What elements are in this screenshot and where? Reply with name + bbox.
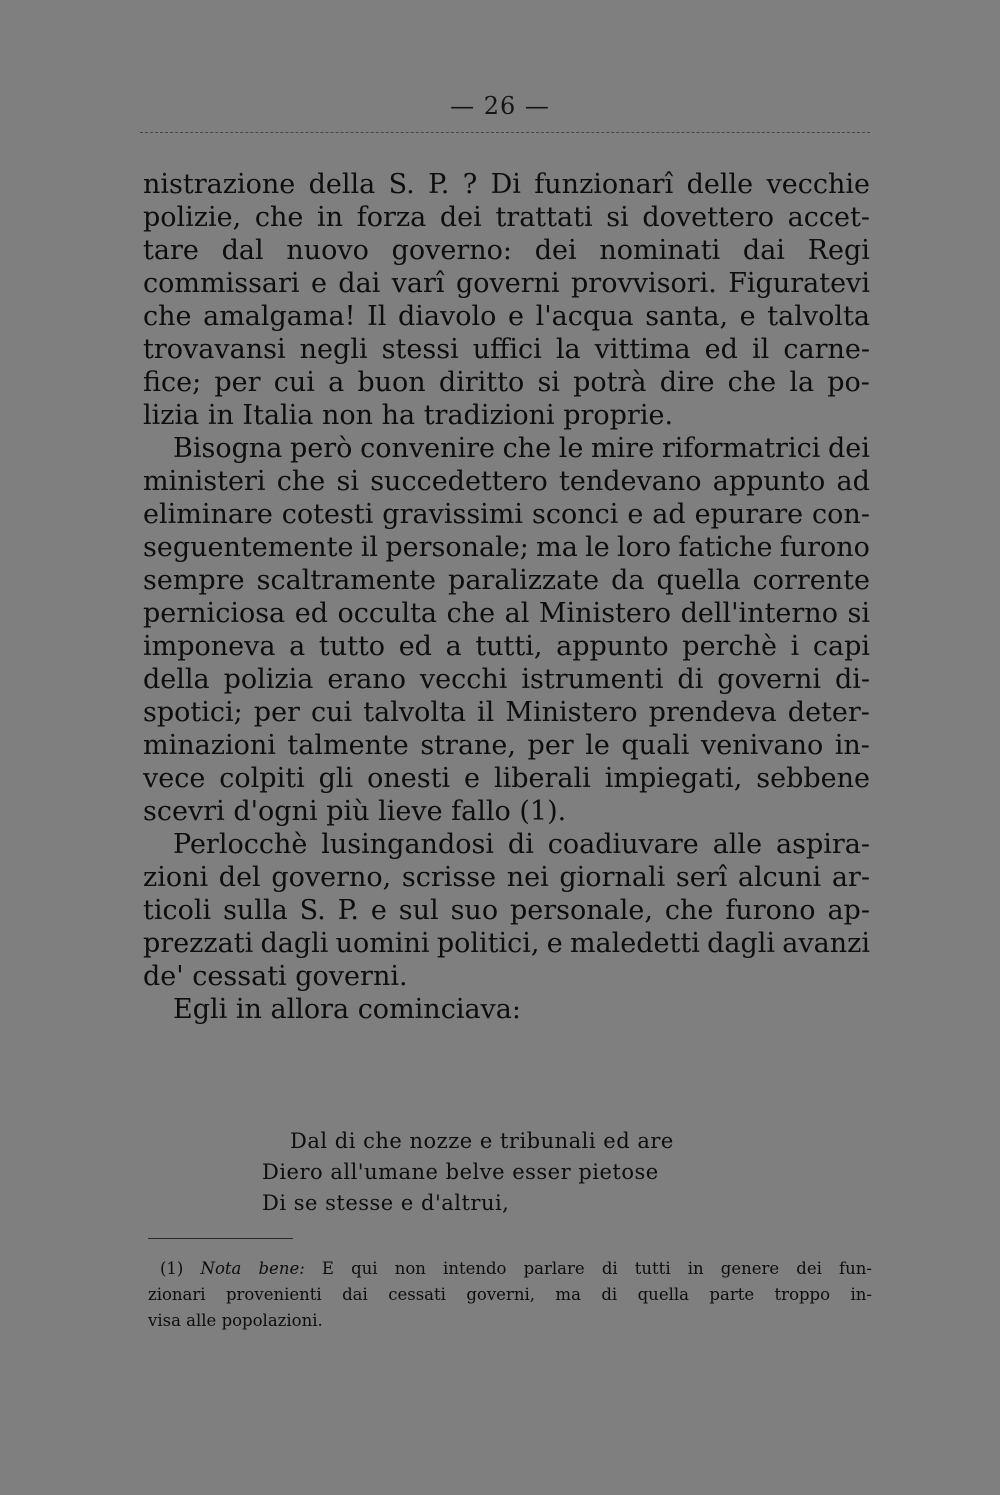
word: Bisogna bbox=[173, 433, 283, 464]
word: delle bbox=[686, 169, 754, 200]
word: alle bbox=[186, 1311, 222, 1330]
word: (1). bbox=[519, 796, 567, 827]
word: personale, bbox=[510, 895, 653, 926]
word: fatiche bbox=[678, 532, 773, 563]
word: ed bbox=[704, 334, 738, 365]
word: le bbox=[585, 532, 610, 563]
word: nei bbox=[506, 862, 549, 893]
word: nominati bbox=[599, 235, 721, 266]
word: vece bbox=[143, 763, 206, 794]
word: per bbox=[214, 367, 261, 398]
word: tradizioni bbox=[423, 400, 564, 431]
word: talvolta bbox=[363, 697, 466, 728]
word: ? bbox=[462, 169, 478, 200]
word: liberali bbox=[493, 763, 591, 794]
word: loro bbox=[617, 532, 672, 563]
word: la bbox=[555, 334, 581, 365]
word: capi bbox=[812, 631, 870, 662]
word: tare bbox=[143, 235, 199, 266]
text-line bbox=[143, 597, 870, 630]
word: si bbox=[537, 367, 560, 398]
word: po- bbox=[827, 367, 870, 398]
word: dei bbox=[534, 235, 577, 266]
word: (1) bbox=[160, 1259, 184, 1278]
word: popolazioni. bbox=[221, 1311, 323, 1330]
word: Di bbox=[490, 169, 521, 200]
word: perchè bbox=[682, 631, 777, 662]
text-line bbox=[143, 333, 870, 366]
word: ministeri bbox=[143, 466, 266, 497]
header-rule bbox=[140, 132, 870, 133]
word: Regi bbox=[807, 235, 870, 266]
footnote-line bbox=[148, 1308, 872, 1334]
word: si bbox=[847, 598, 870, 629]
word: appunto bbox=[556, 631, 669, 662]
word: che bbox=[143, 301, 192, 332]
word: santa, bbox=[645, 301, 729, 332]
word: diritto bbox=[438, 367, 525, 398]
word: sebbene bbox=[756, 763, 870, 794]
word: quali bbox=[621, 730, 690, 761]
verse-line: Dal di che nozze e tribunali ed are bbox=[290, 1129, 674, 1153]
word: appunto bbox=[712, 466, 826, 497]
word: mire bbox=[591, 433, 655, 464]
word: dal bbox=[221, 235, 264, 266]
body-text bbox=[143, 168, 870, 1026]
word: sconci bbox=[531, 499, 619, 530]
word: della bbox=[143, 664, 210, 695]
word: ar- bbox=[831, 862, 870, 893]
paragraph-start-line bbox=[143, 432, 870, 465]
word: e bbox=[370, 895, 387, 926]
word: potrà bbox=[573, 367, 647, 398]
word: paralizzate bbox=[448, 565, 600, 596]
verse-line: Di se stesse e d'altrui, bbox=[262, 1191, 510, 1215]
word: però bbox=[290, 433, 353, 464]
word: più bbox=[326, 796, 379, 827]
word: da bbox=[611, 565, 645, 596]
word: vittima bbox=[594, 334, 691, 365]
word: minazioni bbox=[143, 730, 276, 761]
text-line bbox=[143, 201, 870, 234]
word: in- bbox=[834, 730, 870, 761]
word: che bbox=[727, 367, 777, 398]
word: maledetti bbox=[569, 928, 700, 959]
word: giornali bbox=[559, 862, 666, 893]
word: nuovo bbox=[286, 235, 369, 266]
word: vecchie bbox=[766, 169, 870, 200]
word: si bbox=[336, 466, 359, 497]
word: polizia bbox=[223, 664, 314, 695]
footnote-line bbox=[148, 1256, 872, 1282]
word: lusingandosi bbox=[321, 829, 494, 860]
word: quella bbox=[637, 1285, 689, 1304]
word: che bbox=[254, 202, 304, 233]
word: la bbox=[789, 367, 815, 398]
word: in bbox=[207, 400, 243, 431]
word: a bbox=[289, 631, 306, 662]
word: ma bbox=[555, 1285, 581, 1304]
word: tutto bbox=[318, 631, 386, 662]
word: commissari bbox=[143, 268, 300, 299]
word: carne- bbox=[783, 334, 870, 365]
word: tutti bbox=[634, 1259, 671, 1278]
text-line bbox=[143, 927, 870, 960]
word: di- bbox=[834, 664, 870, 695]
word: scrisse bbox=[401, 862, 497, 893]
word: de' bbox=[143, 961, 193, 992]
word: dai bbox=[338, 268, 381, 299]
word: governi bbox=[717, 664, 821, 695]
word: sempre bbox=[143, 565, 245, 596]
word: provvisori. bbox=[571, 268, 717, 299]
word: spotici; bbox=[143, 697, 243, 728]
word: istrumenti bbox=[521, 664, 664, 695]
word: Ministero bbox=[538, 598, 672, 629]
word: cessati bbox=[192, 961, 296, 992]
word: dagli bbox=[707, 928, 776, 959]
text-line bbox=[143, 564, 870, 597]
word: dai bbox=[742, 235, 785, 266]
word: in bbox=[317, 202, 344, 233]
word: succedettero bbox=[370, 466, 548, 497]
word: tendevano bbox=[559, 466, 702, 497]
word: genere bbox=[720, 1259, 780, 1278]
word: Italia bbox=[242, 400, 322, 431]
word: occulta bbox=[337, 598, 438, 629]
paragraph-start-line bbox=[143, 993, 870, 1026]
word: S. bbox=[299, 895, 326, 926]
word: colpiti bbox=[219, 763, 305, 794]
word: dire bbox=[659, 367, 715, 398]
word: impiegati, bbox=[604, 763, 743, 794]
word: venivano bbox=[700, 730, 824, 761]
word: zioni bbox=[143, 862, 209, 893]
footnotes bbox=[148, 1256, 872, 1334]
word: il bbox=[360, 532, 379, 563]
word: funzionarî bbox=[534, 169, 674, 200]
word: e bbox=[546, 928, 563, 959]
word: talvolta bbox=[767, 301, 870, 332]
text-line bbox=[143, 465, 870, 498]
word: governi. bbox=[295, 961, 408, 992]
word: politici, bbox=[436, 928, 540, 959]
word: non bbox=[394, 1259, 426, 1278]
word: allora bbox=[270, 994, 358, 1025]
word: e bbox=[739, 301, 756, 332]
word: e bbox=[464, 763, 481, 794]
word: vecchi bbox=[419, 664, 508, 695]
footnote-line bbox=[148, 1282, 872, 1308]
word: in- bbox=[850, 1285, 872, 1304]
word: dei bbox=[796, 1259, 822, 1278]
word: onesti bbox=[367, 763, 451, 794]
word: sul bbox=[398, 895, 439, 926]
word: Ministero bbox=[505, 697, 638, 728]
word: gli bbox=[318, 763, 354, 794]
word: eliminare bbox=[143, 499, 273, 530]
word: provenienti bbox=[225, 1285, 322, 1304]
word: scaltramente bbox=[256, 565, 437, 596]
word: al bbox=[504, 598, 530, 629]
word: cui bbox=[273, 367, 315, 398]
word: per bbox=[527, 730, 574, 761]
word: della bbox=[308, 169, 376, 200]
word: il bbox=[752, 334, 770, 365]
word: scevri bbox=[143, 796, 234, 827]
word: non bbox=[322, 400, 382, 431]
verse-quotation bbox=[262, 1126, 762, 1219]
word: a bbox=[328, 367, 345, 398]
word: seguentemente bbox=[143, 532, 354, 563]
word: cessati bbox=[388, 1285, 446, 1304]
word: governi bbox=[455, 268, 560, 299]
word: qui bbox=[351, 1259, 378, 1278]
text-line bbox=[143, 795, 870, 828]
word: ed bbox=[294, 598, 328, 629]
word: perniciosa bbox=[143, 598, 286, 629]
text-line bbox=[143, 168, 870, 201]
word: alcuni bbox=[737, 862, 822, 893]
word: S. bbox=[388, 169, 415, 200]
word: Nota bbox=[200, 1259, 242, 1278]
word: dovettero bbox=[642, 202, 775, 233]
text-line bbox=[143, 762, 870, 795]
word: deter- bbox=[787, 697, 870, 728]
word: strane, bbox=[420, 730, 516, 761]
word: personale; bbox=[385, 532, 529, 563]
text-line bbox=[143, 531, 870, 564]
word: corrente bbox=[752, 565, 870, 596]
word: e bbox=[627, 499, 644, 530]
word: furono bbox=[779, 532, 870, 563]
verse-line: Diero all'umane belve esser pietose bbox=[262, 1160, 659, 1184]
word: fice; bbox=[143, 367, 202, 398]
word: E bbox=[321, 1259, 334, 1278]
word: ad bbox=[652, 499, 686, 530]
word: cotesti bbox=[281, 499, 374, 530]
word: quella bbox=[656, 565, 741, 596]
text-line bbox=[143, 696, 870, 729]
word: varî bbox=[391, 268, 445, 299]
word: dell'interno bbox=[680, 598, 838, 629]
word: dagli bbox=[260, 928, 329, 959]
word: amalgama! bbox=[203, 301, 356, 332]
text-line bbox=[143, 498, 870, 531]
word: gravissimi bbox=[382, 499, 524, 530]
word: trovavansi bbox=[143, 334, 286, 365]
word: di bbox=[601, 1285, 618, 1304]
word: diavolo bbox=[397, 301, 497, 332]
word: a bbox=[445, 631, 462, 662]
word: P. bbox=[337, 895, 359, 926]
word: e bbox=[507, 301, 524, 332]
word: accet- bbox=[787, 202, 870, 233]
word: convenire bbox=[360, 433, 495, 464]
word: ap- bbox=[827, 895, 870, 926]
word: fun- bbox=[839, 1259, 872, 1278]
word: di bbox=[507, 829, 534, 860]
text-line bbox=[143, 366, 870, 399]
word: proprie. bbox=[563, 400, 674, 431]
word: lieve bbox=[378, 796, 452, 827]
word: governi, bbox=[466, 1285, 535, 1304]
word: aspira- bbox=[775, 829, 870, 860]
word: Perlocchè bbox=[173, 829, 308, 860]
word: talmente bbox=[287, 730, 409, 761]
word: visa bbox=[148, 1311, 187, 1330]
word: stessi bbox=[381, 334, 459, 365]
word: che bbox=[446, 598, 496, 629]
text-line bbox=[143, 861, 870, 894]
word: governo, bbox=[271, 862, 392, 893]
text-line bbox=[143, 300, 870, 333]
word: ed bbox=[398, 631, 432, 662]
word: polizie, bbox=[143, 202, 242, 233]
word: uomini bbox=[335, 928, 430, 959]
word: ha bbox=[381, 400, 424, 431]
word: si bbox=[606, 202, 629, 233]
word: P. bbox=[428, 169, 450, 200]
word: erano bbox=[327, 664, 406, 695]
word: prendeva bbox=[648, 697, 777, 728]
footnote-rule bbox=[148, 1238, 293, 1239]
word: buon bbox=[357, 367, 426, 398]
word: il bbox=[477, 697, 495, 728]
word: del bbox=[218, 862, 261, 893]
word: zionari bbox=[148, 1285, 206, 1304]
word: fallo bbox=[451, 796, 520, 827]
word: in bbox=[687, 1259, 704, 1278]
word: i bbox=[790, 631, 800, 662]
word: cominciava: bbox=[357, 994, 521, 1025]
word: Figuratevi bbox=[728, 268, 870, 299]
text-line bbox=[143, 399, 870, 432]
word: le bbox=[558, 433, 584, 464]
word: cui bbox=[311, 697, 353, 728]
word: serî bbox=[675, 862, 728, 893]
word: tutti, bbox=[475, 631, 543, 662]
word: in bbox=[235, 994, 271, 1025]
text-line bbox=[143, 234, 870, 267]
text-line bbox=[143, 960, 870, 993]
word: suo bbox=[450, 895, 499, 926]
word: parlare bbox=[523, 1259, 585, 1278]
word: sulla bbox=[223, 895, 288, 926]
word: l'acqua bbox=[535, 301, 634, 332]
word: avanzi bbox=[782, 928, 870, 959]
page-number: — 26 — bbox=[450, 92, 550, 120]
word: e bbox=[310, 268, 327, 299]
word: imponeva bbox=[143, 631, 276, 662]
word: nistrazione bbox=[143, 169, 296, 200]
word: ma bbox=[536, 532, 578, 563]
word: Egli bbox=[173, 994, 236, 1025]
word: intendo bbox=[443, 1259, 507, 1278]
word: che bbox=[502, 433, 552, 464]
word: lizia bbox=[143, 400, 208, 431]
word: alle bbox=[712, 829, 763, 860]
word: con- bbox=[812, 499, 870, 530]
word: le bbox=[585, 730, 610, 761]
text-line bbox=[143, 663, 870, 696]
word: ticoli bbox=[143, 895, 212, 926]
word: di bbox=[677, 664, 704, 695]
word: trattati bbox=[495, 202, 593, 233]
text-line bbox=[143, 630, 870, 663]
word: bene: bbox=[258, 1259, 305, 1278]
word: forza bbox=[356, 202, 427, 233]
word: di bbox=[601, 1259, 618, 1278]
word: per bbox=[253, 697, 300, 728]
word: parte bbox=[709, 1285, 755, 1304]
word: ad bbox=[836, 466, 870, 497]
word: prezzati bbox=[143, 928, 254, 959]
word: d'ogni bbox=[233, 796, 327, 827]
word: epurare bbox=[694, 499, 804, 530]
text-line bbox=[143, 267, 870, 300]
word: negli bbox=[299, 334, 368, 365]
word: Il bbox=[367, 301, 387, 332]
word: dei bbox=[828, 433, 870, 464]
word: dei bbox=[439, 202, 482, 233]
word: dai bbox=[342, 1285, 368, 1304]
word: governo: bbox=[391, 235, 512, 266]
word: uffici bbox=[472, 334, 542, 365]
word: riformatrici bbox=[661, 433, 821, 464]
word: che bbox=[276, 466, 326, 497]
word: coadiuvare bbox=[547, 829, 699, 860]
text-line bbox=[143, 894, 870, 927]
word: che bbox=[664, 895, 714, 926]
word: furono bbox=[725, 895, 816, 926]
word: troppo bbox=[774, 1285, 831, 1304]
text-line bbox=[143, 729, 870, 762]
paragraph-start-line bbox=[143, 828, 870, 861]
